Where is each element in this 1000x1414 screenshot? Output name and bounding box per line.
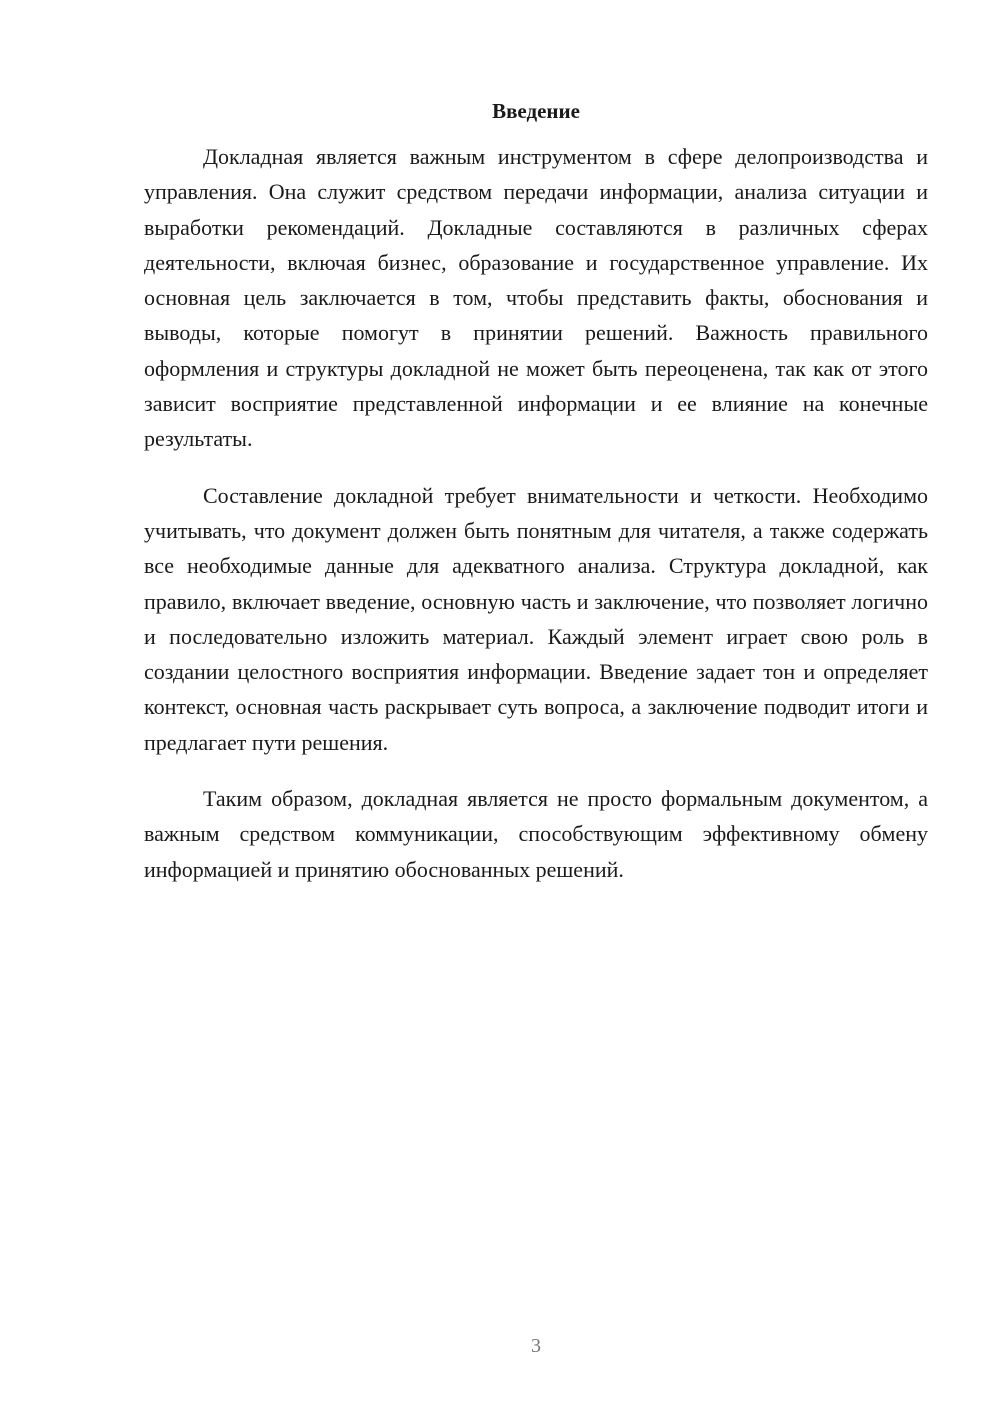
page-number: 3: [531, 1335, 541, 1357]
paragraph-2: Составление докладной требует внимательности и четкости. Необходимо учитывать, что документ должен быть понятным для читателя, а также содержать все необходимые данные для адекватного анализа. Структура докладной, как правило, включает введение, основную часть и заключение, что позволяет логично и последовательно изложить материал. Каждый элемент играет свою роль в создании целостного восприятия информации. Введение задает тон и определяет контекст, основная часть раскрывает суть вопроса, а заключение подводит итоги и предлагает пути решения.: [144, 482, 928, 755]
section-title: Введение: [492, 99, 580, 123]
page-content: [144, 96, 928, 908]
paragraph-3: Таким образом, докладная является не просто формальным документом, а важным средством коммуникации, способствующим эффективному обмену информацией и принятию обоснованных решений.: [144, 786, 928, 882]
paragraph-1: Докладная является важным инструментом в сфере делопроизводства и управления. Она служит средством передачи информации, анализа ситуации и выработки рекомендаций. Докладные составляются в различных сферах деятельности, включая бизнес, образование и государственное управление. Их основная цель заключается в том, чтобы представить факты, обоснования и выводы, которые помогут в принятии решений. Важность правильного оформления и структуры докладной не может быть переоценена, так как от этого зависит восприятие представленной информации и ее влияние на конечные результаты.: [144, 144, 928, 452]
